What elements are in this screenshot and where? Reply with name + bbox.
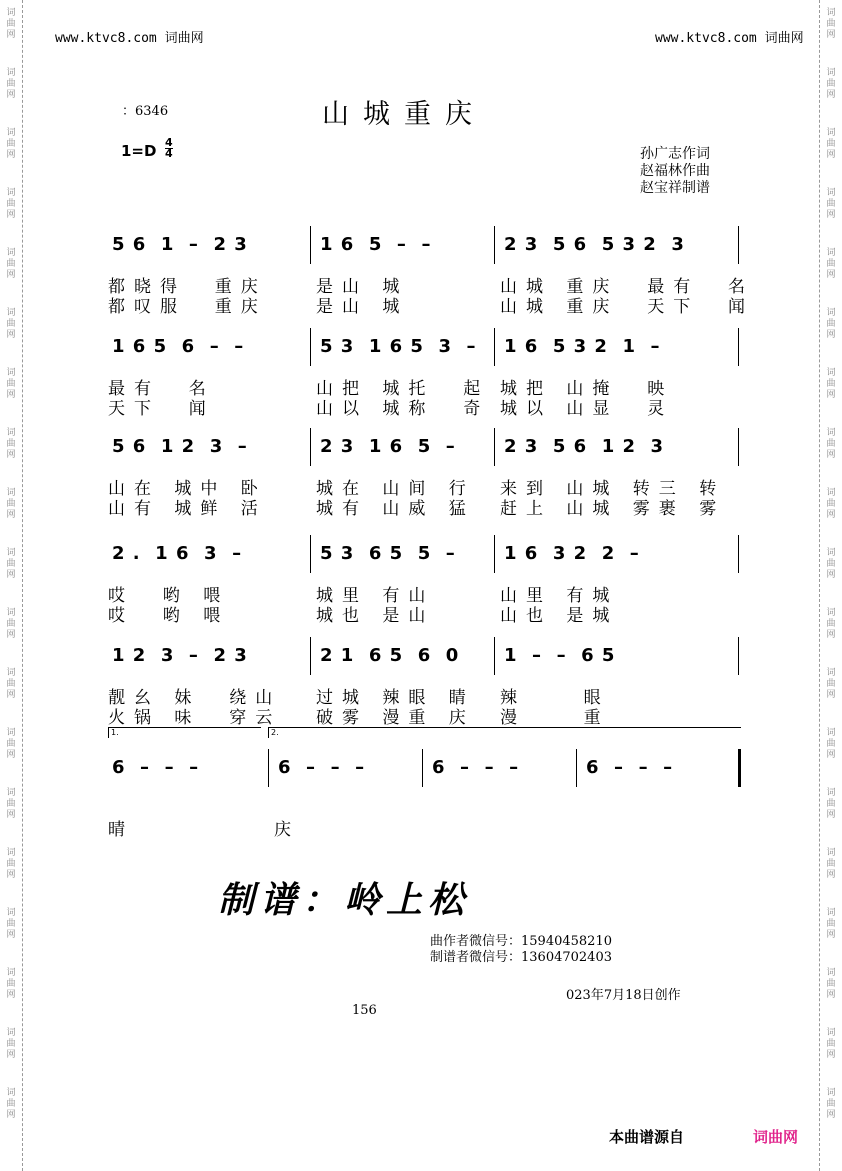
lyric-segment: 最有 名 [108,379,215,399]
watermark-glyphs: 词 曲 网 [826,368,836,400]
measure-notes: 1 6 5 3 2 1 – [504,336,661,357]
watermark-glyphs: 词 曲 网 [826,848,836,880]
measure-notes: 1 6 5 – – [320,234,432,255]
measure-notes: 1 – – 6 5 [504,645,616,666]
key-signature: 1=D [121,142,157,160]
lyric-segment: 山有 城鲜 活 [108,499,267,519]
bar-line [268,749,269,787]
lyric-segment: 过城 辣眼 睛 [316,688,475,708]
watermark-glyphs: 词 曲 网 [6,668,16,700]
lyric-segment: 山城 重庆 天下 闻 [500,297,755,317]
watermark-glyphs: 词 曲 网 [6,368,16,400]
watermark-glyphs: 词 曲 网 [826,608,836,640]
watermark-glyphs: 词 曲 网 [826,788,836,820]
measure-notes: 2 3 5 6 5 3 2 3 [504,234,685,255]
watermark-glyphs: 词 曲 网 [6,788,16,820]
measure-notes: 2 3 1 6 5 – [320,436,456,457]
watermark-glyphs: 词 曲 网 [6,548,16,580]
bar-line [494,226,495,264]
meter-bottom: 4 [165,147,173,160]
measure-notes: 5 3 6 5 5 – [320,543,456,564]
watermark-glyphs: 词 曲 网 [6,248,16,280]
measure-notes: 1 2 3 – 2 3 [112,645,248,666]
bar-line [576,749,577,787]
lyric-segment: 城在 山间 行 [316,479,475,499]
arranger-contact: 制谱者微信号：13604702403 [430,950,612,965]
watermark-glyphs: 词 曲 网 [826,668,836,700]
lyric-segment: 辣 眼 [500,688,610,708]
lyric-segment: 靓幺 妹 绕山 [108,688,282,708]
lyric-segment: 哎 哟 喂 [108,586,230,606]
bar-line [310,226,311,264]
watermark-glyphs: 词 曲 网 [826,728,836,760]
composer-contact: 曲作者微信号：15940458210 [430,934,612,949]
watermark-glyphs: 词 曲 网 [6,728,16,760]
creation-date: 023年7月18日创作 [566,988,681,1003]
footer-brand: 词曲网 [753,1128,799,1146]
lyric-segment: 城以 山显 灵 [500,399,674,419]
bar-line [494,328,495,366]
watermark-glyphs: 词 曲 网 [826,188,836,220]
end-bar-line [738,637,739,675]
bar-line [494,428,495,466]
lyric-segment: 城把 山掩 映 [500,379,674,399]
watermark-glyphs: 词 曲 网 [826,548,836,580]
lyric-segment: 城里 有山 [316,586,435,606]
lyric-segment: 是山 城 [316,277,409,297]
bar-line [310,535,311,573]
bar-line [494,637,495,675]
page-number: 156 [352,1003,377,1018]
watermark-glyphs: 词 曲 网 [826,908,836,940]
watermark-glyphs: 词 曲 网 [6,488,16,520]
lyric-segment: 城也 是山 [316,606,435,626]
lyric-segment: 晴 [108,820,134,840]
end-bar-line [738,328,739,366]
measure-notes: 1 6 3 2 2 – [504,543,640,564]
watermark-glyphs: 词 曲 网 [826,8,836,40]
lyric-segment: 山也 是城 [500,606,619,626]
meter-top: 4 [165,136,173,149]
lyric-segment: 山在 城中 卧 [108,479,267,499]
volta-bracket: 2. [268,727,741,738]
bar-line [494,535,495,573]
header-site-right: www.ktvc8.com 词曲网 [655,31,804,46]
lyric-segment: 天下 闻 [108,399,215,419]
measure-notes: 6 – – – [112,757,200,778]
end-bar-line [738,428,739,466]
bar-line [310,428,311,466]
arranger: 赵宝祥制谱 [640,180,710,196]
measure-notes: 6 – – – [586,757,674,778]
end-bar-line [738,226,739,264]
measure-notes: 2 . 1 6 3 – [112,543,243,564]
end-bar-line [738,749,741,787]
measure-notes: 5 6 1 – 2 3 [112,234,248,255]
header-site-left: www.ktvc8.com 词曲网 [55,31,204,46]
time-signature [165,138,173,159]
lyric-segment: 山里 有城 [500,586,619,606]
song-number: ：6346 [122,104,169,119]
watermark-glyphs: 词 曲 网 [6,968,16,1000]
watermark-glyphs: 词 曲 网 [6,128,16,160]
measure-notes: 5 3 1 6 5 3 – [320,336,477,357]
bar-line [310,637,311,675]
lyric-segment: 赶上 山城 雾裹 雾 [500,499,726,519]
watermark-glyphs: 词 曲 网 [6,1088,16,1120]
measure-notes: 2 3 5 6 1 2 3 [504,436,665,457]
measure-notes: 1 6 5 6 – – [112,336,245,357]
watermark-glyphs: 词 曲 网 [826,1028,836,1060]
volta-bracket: 1. [108,727,261,738]
lyric-segment: 火锅 味 穿云 [108,708,282,728]
credits [640,146,710,197]
bar-line [310,328,311,366]
measure-notes: 6 – – – [432,757,520,778]
lyric-segment: 山把 城托 起 [316,379,490,399]
lyric-segment: 破雾 漫重 庆 [316,708,475,728]
watermark-glyphs: 词 曲 网 [6,608,16,640]
measure-notes: 5 6 1 2 3 – [112,436,248,457]
watermark-glyphs: 词 曲 网 [826,128,836,160]
measure-notes: 2 1 6 5 6 0 [320,645,460,666]
measure-notes: 6 – – – [278,757,366,778]
lyric-segment: 庆 [274,820,300,840]
lyric-segment: 都叹服 重庆 [108,297,267,317]
watermark-glyphs: 词 曲 网 [826,488,836,520]
lyric-segment: 山城 重庆 最有 名 [500,277,755,297]
watermark-glyphs: 词 曲 网 [826,68,836,100]
watermark-glyphs: 词 曲 网 [6,188,16,220]
bar-line [422,749,423,787]
watermark-glyphs: 词 曲 网 [826,308,836,340]
watermark-glyphs: 词 曲 网 [826,968,836,1000]
lyric-segment: 是山 城 [316,297,409,317]
composer: 赵福林作曲 [640,163,710,179]
song-title: 山城重庆 [322,99,486,130]
footer-source: 本曲谱源自 [609,1128,685,1146]
watermark-glyphs: 词 曲 网 [826,428,836,460]
watermark-glyphs: 词 曲 网 [826,248,836,280]
watermark-glyphs: 词 曲 网 [6,308,16,340]
lyricist: 孙广志作词 [640,146,710,162]
watermark-glyphs: 词 曲 网 [6,908,16,940]
lyric-segment: 来到 山城 转三 转 [500,479,726,499]
watermark-glyphs: 词 曲 网 [6,1028,16,1060]
lyric-segment: 都晓得 重庆 [108,277,267,297]
watermark-glyphs: 词 曲 网 [6,68,16,100]
watermark-glyphs: 词 曲 网 [6,848,16,880]
watermark-glyphs: 词 曲 网 [826,1088,836,1120]
watermark-glyphs: 词 曲 网 [6,8,16,40]
lyric-segment: 城有 山威 猛 [316,499,475,519]
lyric-segment: 漫 重 [500,708,610,728]
watermark-glyphs: 词 曲 网 [6,428,16,460]
lyric-segment: 山以 城称 奇 [316,399,490,419]
lyric-segment: 哎 哟 喂 [108,606,230,626]
arranger-signature: 制谱：岭上松 [218,879,471,921]
end-bar-line [738,535,739,573]
